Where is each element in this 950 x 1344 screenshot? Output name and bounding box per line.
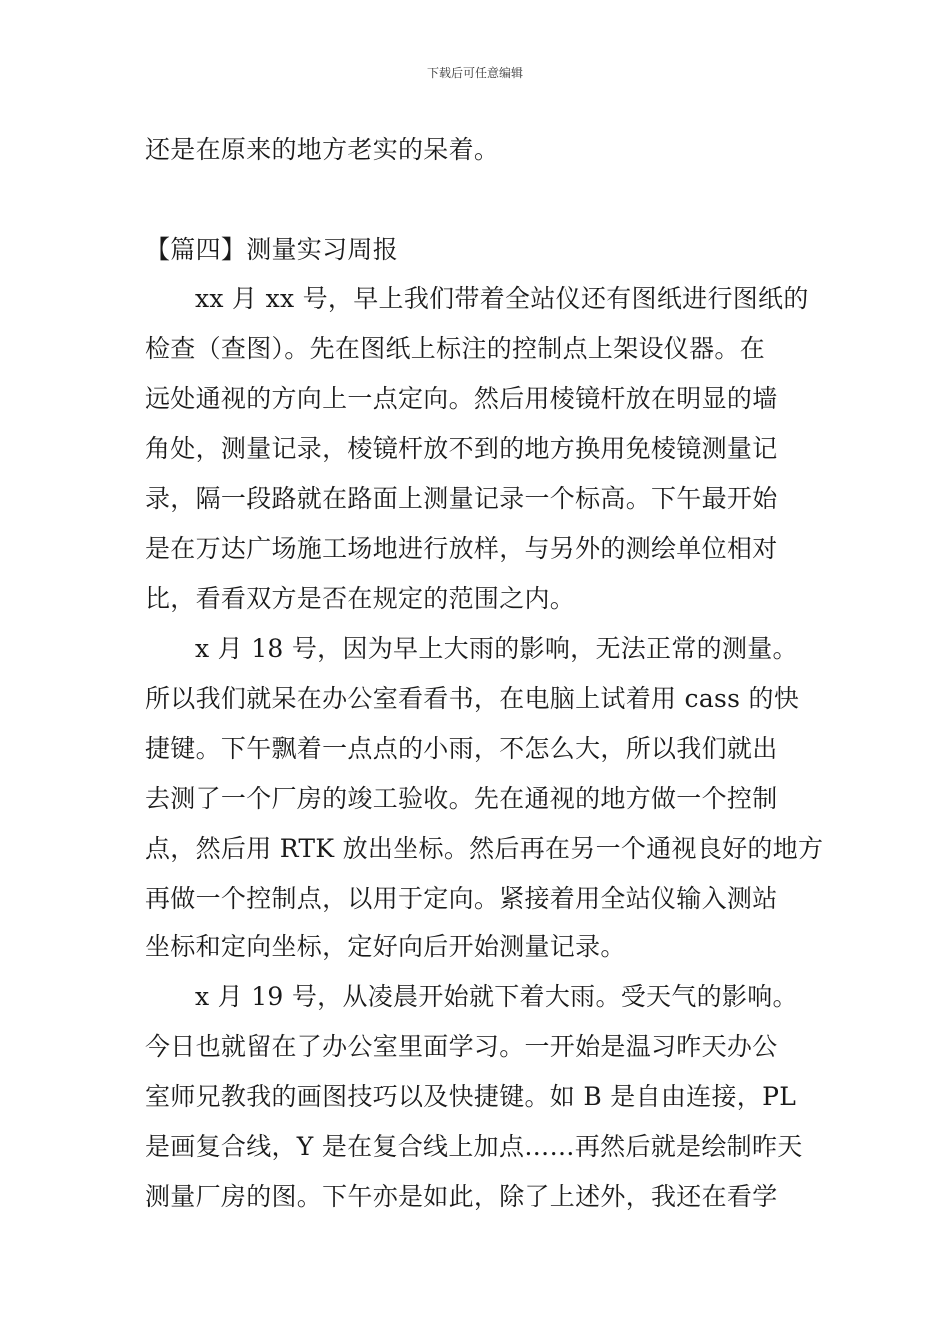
paragraph-line: 捷键。下午飘着一点点的小雨，不怎么大，所以我们就出 xyxy=(145,734,778,763)
paragraph-line: 点，然后用 RTK 放出坐标。然后再在另一个通视良好的地方 xyxy=(145,834,824,863)
paragraph-line: 检查（查图）。先在图纸上标注的控制点上架设仪器。在 xyxy=(145,334,766,363)
page-header-note: 下载后可任意编辑 xyxy=(426,66,523,80)
section-heading: 【篇四】测量实习周报 xyxy=(145,235,399,264)
paragraph-line: 远处通视的方向上一点定向。然后用棱镜杆放在明显的墙 xyxy=(145,384,778,413)
paragraph-line: x 月 19 号，从凌晨开始就下着大雨。受天气的影响。 xyxy=(195,982,798,1011)
paragraph-line: 录，隔一段路就在路面上测量记录一个标高。下午最开始 xyxy=(145,484,778,513)
paragraph-line: 是画复合线，Y 是在复合线上加点……再然后就是绘制昨天 xyxy=(145,1132,803,1161)
paragraph-line: 去测了一个厂房的竣工验收。先在通视的地方做一个控制 xyxy=(145,784,778,813)
paragraph-line: 比，看看双方是否在规定的范围之内。 xyxy=(145,584,576,613)
paragraph-line: 再做一个控制点，以用于定向。紧接着用全站仪输入测站 xyxy=(145,884,778,913)
paragraph-line: 是在万达广场施工场地进行放样，与另外的测绘单位相对 xyxy=(145,534,778,563)
paragraph-line: 测量厂房的图。下午亦是如此，除了上述外，我还在看学 xyxy=(145,1182,778,1211)
continuation-line: 还是在原来的地方老实的呆着。 xyxy=(145,135,500,164)
paragraph-line: 角处，测量记录，棱镜杆放不到的地方换用免棱镜测量记 xyxy=(145,434,778,463)
paragraph-line: 今日也就留在了办公室里面学习。一开始是温习昨天办公 xyxy=(145,1032,778,1061)
paragraph-line: 坐标和定向坐标，定好向后开始测量记录。 xyxy=(145,932,626,961)
paragraph-line: xx 月 xx 号，早上我们带着全站仪还有图纸进行图纸的 xyxy=(195,284,809,313)
paragraph-line: 室师兄教我的画图技巧以及快捷键。如 B 是自由连接，PL xyxy=(145,1082,797,1111)
paragraph-line: x 月 18 号，因为早上大雨的影响，无法正常的测量。 xyxy=(195,634,798,663)
paragraph-line: 所以我们就呆在办公室看看书，在电脑上试着用 cass 的快 xyxy=(145,684,800,713)
